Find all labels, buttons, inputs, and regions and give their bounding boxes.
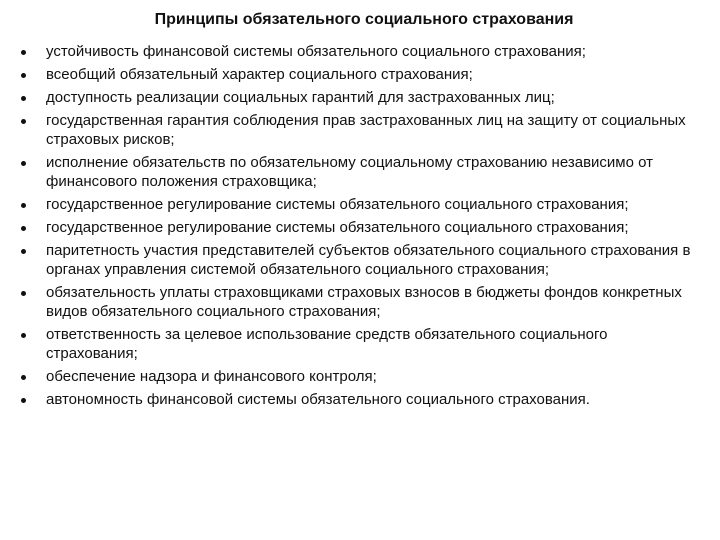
bullet-icon — [21, 96, 26, 101]
bullet-icon — [21, 291, 26, 296]
list-item — [46, 367, 694, 386]
list-item-text: государственное регулирование системы обязательного социального страхования; — [46, 196, 629, 213]
list-item — [46, 65, 694, 84]
list-item-text: обеспечение надзора и финансового контроля; — [46, 368, 377, 385]
bullet-icon — [21, 50, 26, 55]
list-item-text: государственное регулирование системы обязательного социального страхования; — [46, 219, 629, 236]
list-item-text: обязательность уплаты страховщиками страховых взносов в бюджеты фондов конкретных видов обязательного социального страхования; — [46, 284, 682, 320]
list-item — [46, 111, 694, 149]
list-item — [46, 283, 694, 321]
list-item — [46, 241, 694, 279]
page-title: Принципы обязательного социального страхования — [154, 11, 574, 28]
bullet-icon — [21, 333, 26, 338]
list-item — [46, 195, 694, 214]
list-item — [46, 88, 694, 107]
bullet-icon — [21, 161, 26, 166]
list-item-text: государственная гарантия соблюдения прав застрахованных лиц на защиту от социальных страховых рисков; — [46, 112, 686, 148]
list-item-text: доступность реализации социальных гарантий для застрахованных лиц; — [46, 89, 555, 106]
bullet-icon — [21, 226, 26, 231]
list-item-text: паритетность участия представителей субъектов обязательного социального страхования в органах управления системой обязательного социального страхования; — [46, 242, 691, 278]
list-item-text: ответственность за целевое использование средств обязательного социального страхования; — [46, 326, 608, 362]
list-item-text: всеобщий обязательный характер социального страхования; — [46, 66, 473, 83]
bullet-icon — [21, 119, 26, 124]
bullet-icon — [21, 203, 26, 208]
list-item — [46, 153, 694, 191]
list-item-text: устойчивость финансовой системы обязательного социального страхования; — [46, 43, 586, 60]
bullet-icon — [21, 398, 26, 403]
list-item — [46, 218, 694, 237]
list-item — [46, 42, 694, 61]
list-item-text: исполнение обязательств по обязательному социальному страхованию независимо от финансового положения страховщика; — [46, 154, 654, 190]
list-item — [46, 325, 694, 363]
bullet-icon — [21, 249, 26, 254]
bullet-icon — [21, 375, 26, 380]
principles-list — [46, 42, 694, 413]
bullet-icon — [21, 73, 26, 78]
list-item-text: автономность финансовой системы обязательного социального страхования. — [46, 391, 590, 408]
list-item — [46, 390, 694, 409]
